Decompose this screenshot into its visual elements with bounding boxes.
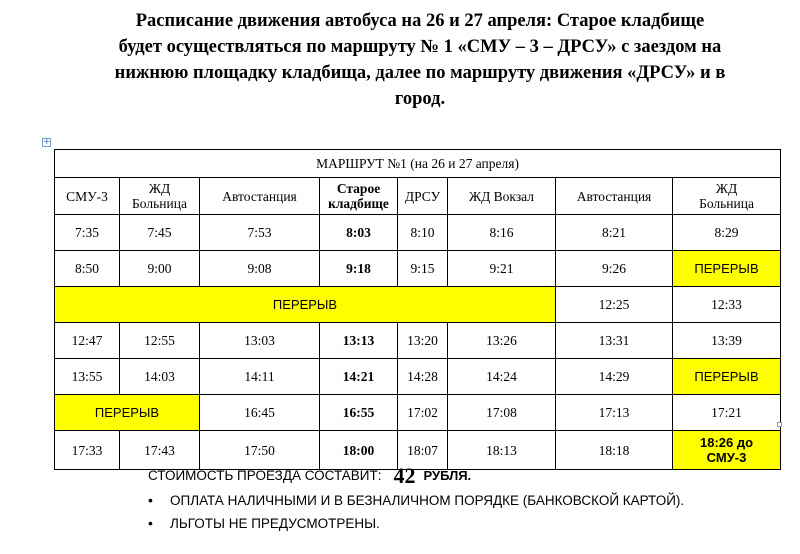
time-cell: 13:03	[200, 323, 320, 359]
price-currency: РУБЛЯ.	[423, 467, 472, 483]
move-handle-icon[interactable]: +	[43, 137, 51, 147]
time-cell: 13:26	[448, 323, 556, 359]
page-title	[60, 8, 780, 112]
bullet-text: ЛЬГОТЫ НЕ ПРЕДУСМОТРЕНЫ.	[170, 516, 380, 531]
time-cell: 18:18	[556, 431, 673, 470]
time-cell: 17:33	[55, 431, 120, 470]
time-cell: 17:08	[448, 395, 556, 431]
time-cell: 7:53	[200, 215, 320, 251]
break-cell: ПЕРЕРЫВ	[55, 287, 556, 323]
schedule-table	[54, 149, 781, 470]
header-cell-highlight: Старое кладбище	[320, 178, 398, 215]
break-cell: ПЕРЕРЫВ	[673, 359, 781, 395]
time-cell: 9:26	[556, 251, 673, 287]
resize-handle-icon[interactable]	[777, 422, 782, 427]
time-cell: 13:13	[320, 323, 398, 359]
time-cell: 12:33	[673, 287, 781, 323]
bullet-text: ОПЛАТА НАЛИЧНЫМИ И В БЕЗНАЛИЧНОМ ПОРЯДКЕ (БАНКОВСКОЙ КАРТОЙ).	[170, 493, 685, 508]
time-cell: 13:55	[55, 359, 120, 395]
header-cell: Автостанция	[200, 178, 320, 215]
title-line-4: город.	[394, 89, 446, 109]
time-cell: 16:45	[200, 395, 320, 431]
time-cell: 14:24	[448, 359, 556, 395]
time-cell: 14:03	[120, 359, 200, 395]
header-cell: ЖД Вокзал	[448, 178, 556, 215]
time-cell: 12:55	[120, 323, 200, 359]
time-cell: 18:07	[398, 431, 448, 470]
time-cell: 12:25	[556, 287, 673, 323]
time-cell: 9:08	[200, 251, 320, 287]
time-cell: 14:29	[556, 359, 673, 395]
break-cell: ПЕРЕРЫВ	[673, 251, 781, 287]
time-cell: 12:47	[55, 323, 120, 359]
header-cell: ДРСУ	[398, 178, 448, 215]
time-cell: 7:45	[120, 215, 200, 251]
list-item	[148, 515, 748, 532]
price-line	[148, 458, 748, 492]
route-title: МАРШРУТ №1 (на 26 и 27 апреля)	[55, 150, 781, 178]
time-cell: 17:21	[673, 395, 781, 431]
time-cell: 9:18	[320, 251, 398, 287]
price-label: СТОИМОСТЬ ПРОЕЗДА СОСТАВИТ:	[148, 467, 382, 483]
header-cell: ЖД Больница	[673, 178, 781, 215]
table-row	[55, 395, 781, 431]
list-item	[148, 492, 748, 509]
time-cell: 18:00	[320, 431, 398, 470]
time-cell: 17:50	[200, 431, 320, 470]
final-trip-cell: 18:26 до СМУ-3	[673, 431, 781, 470]
time-cell: 14:11	[200, 359, 320, 395]
header-cell: СМУ-3	[55, 178, 120, 215]
price-value: 42	[393, 462, 416, 488]
time-cell: 17:02	[398, 395, 448, 431]
header-cell: ЖД Больница	[120, 178, 200, 215]
bullet-icon: •	[148, 492, 153, 508]
time-cell: 18:13	[448, 431, 556, 470]
time-cell: 8:21	[556, 215, 673, 251]
time-cell: 7:35	[55, 215, 120, 251]
time-cell: 14:21	[320, 359, 398, 395]
fare-info	[148, 458, 748, 538]
bullet-icon: •	[148, 515, 153, 531]
time-cell: 13:20	[398, 323, 448, 359]
time-cell: 17:13	[556, 395, 673, 431]
title-line-2: будет осуществляться по маршруту № 1 «СМУ – 3 – ДРСУ» с заездом на	[118, 37, 722, 57]
time-cell: 9:15	[398, 251, 448, 287]
table-row	[55, 323, 781, 359]
header-row	[55, 178, 781, 215]
time-cell: 13:31	[556, 323, 673, 359]
table-row	[55, 251, 781, 287]
time-cell: 8:03	[320, 215, 398, 251]
time-cell: 8:50	[55, 251, 120, 287]
time-cell: 16:55	[320, 395, 398, 431]
time-cell: 13:39	[673, 323, 781, 359]
table-row	[55, 215, 781, 251]
header-cell: Автостанция	[556, 178, 673, 215]
table-row	[55, 287, 781, 323]
time-cell: 14:28	[398, 359, 448, 395]
time-cell: 8:16	[448, 215, 556, 251]
break-cell: ПЕРЕРЫВ	[55, 395, 200, 431]
time-cell: 9:00	[120, 251, 200, 287]
time-cell: 9:21	[448, 251, 556, 287]
time-cell: 8:10	[398, 215, 448, 251]
title-line-3: нижнюю площадку кладбища, далее по маршруту движения «ДРСУ» и в	[114, 63, 726, 83]
time-cell: 8:29	[673, 215, 781, 251]
table-row	[55, 359, 781, 395]
time-cell: 17:43	[120, 431, 200, 470]
title-line-1: Расписание движения автобуса на 26 и 27 апреля: Старое кладбище	[135, 11, 705, 31]
